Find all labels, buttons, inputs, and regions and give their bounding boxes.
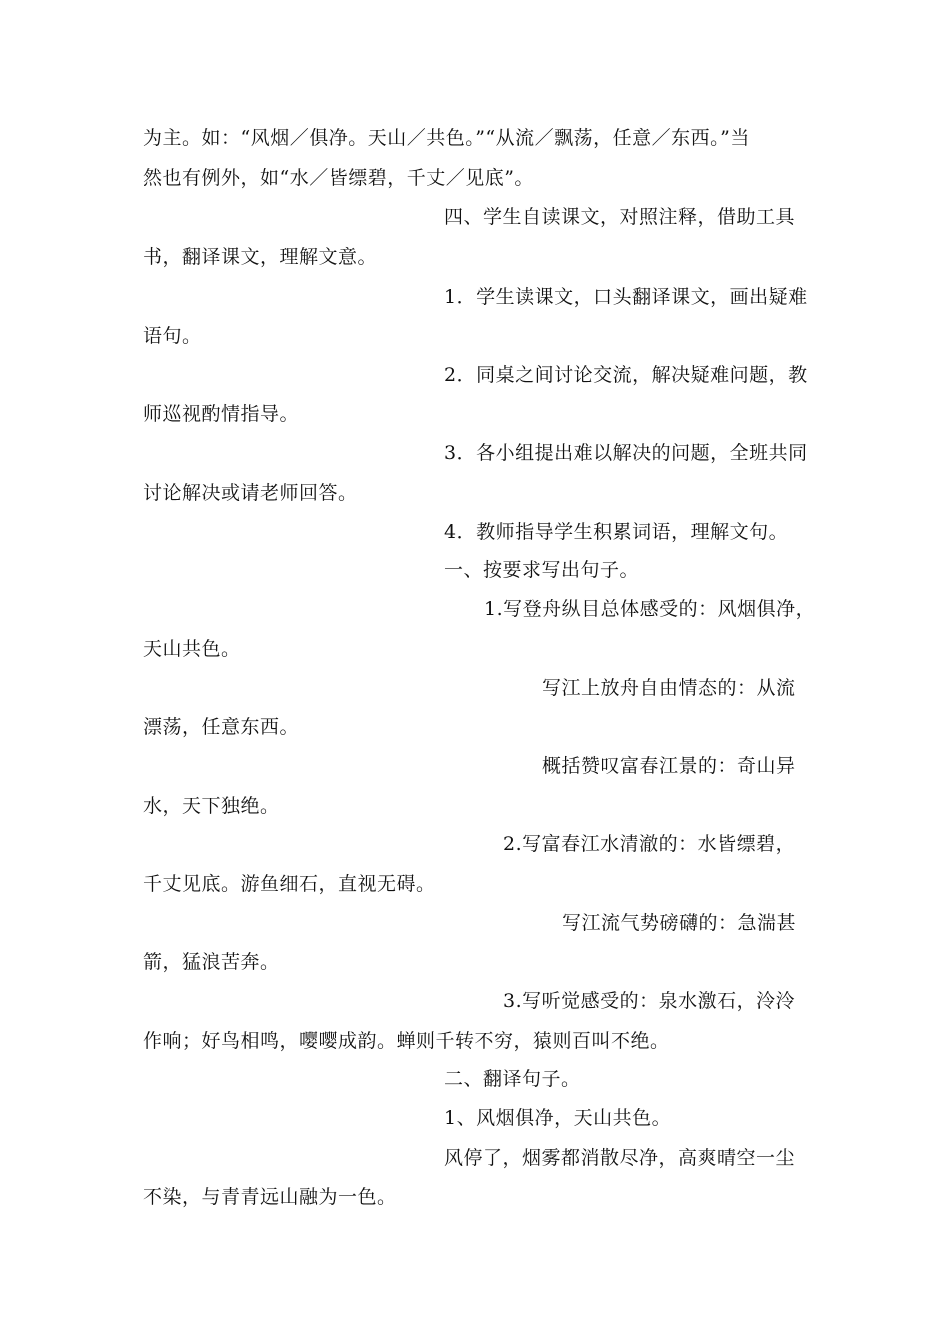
text-line: 2．同桌之间讨论交流，解决疑难问题，教 bbox=[444, 364, 808, 386]
text-line: 箭，猛浪苦奔。 bbox=[143, 951, 280, 973]
text-line: 四、学生自读课文，对照注释，借助工具 bbox=[444, 206, 796, 228]
text-line: 概括赞叹富春江景的：奇山异 bbox=[542, 755, 796, 777]
text-line: 3．各小组提出难以解决的问题，全班共同 bbox=[444, 442, 808, 464]
text-line: 作响；好鸟相鸣，嘤嘤成韵。蝉则千转不穷，猿则百叫不绝。 bbox=[143, 1030, 670, 1052]
text-line: 2.写富春江水清澈的：水皆缥碧， bbox=[503, 833, 796, 855]
text-line: 天山共色。 bbox=[143, 638, 241, 660]
text-line: 师巡视酌情指导。 bbox=[143, 403, 300, 425]
text-line: 为主。如：“风烟／俱净。天山／共色。”“从流／飘荡，任意／东西。”当 bbox=[143, 127, 750, 149]
text-line: 水，天下独绝。 bbox=[143, 795, 280, 817]
text-line: 书，翻译课文，理解文意。 bbox=[143, 246, 378, 268]
text-line: 漂荡，任意东西。 bbox=[143, 716, 300, 738]
text-line: 1.写登舟纵目总体感受的：风烟俱净， bbox=[484, 598, 816, 620]
text-line: 4．教师指导学生积累词语，理解文句。 bbox=[444, 521, 789, 543]
text-line: 讨论解决或请老师回答。 bbox=[143, 482, 358, 504]
text-line: 1、风烟俱净，天山共色。 bbox=[444, 1107, 672, 1129]
section-heading: 一、按要求写出句子。 bbox=[444, 559, 640, 581]
text-line: 千丈见底。游鱼细石，直视无碍。 bbox=[143, 873, 436, 895]
text-line: 然也有例外，如“水／皆缥碧，千丈／见底”。 bbox=[143, 167, 534, 189]
text-line: 3.写听觉感受的：泉水激石，泠泠 bbox=[503, 990, 796, 1012]
text-line: 写江流气势磅礴的：急湍甚 bbox=[562, 912, 797, 934]
section-heading: 二、翻译句子。 bbox=[444, 1068, 581, 1090]
text-line: 语句。 bbox=[143, 325, 202, 347]
text-line: 写江上放舟自由情态的：从流 bbox=[542, 677, 796, 699]
text-line: 1．学生读课文，口头翻译课文，画出疑难 bbox=[444, 286, 808, 308]
text-line: 不染，与青青远山融为一色。 bbox=[143, 1186, 397, 1208]
text-line: 风停了，烟雾都消散尽净，高爽晴空一尘 bbox=[444, 1147, 796, 1169]
